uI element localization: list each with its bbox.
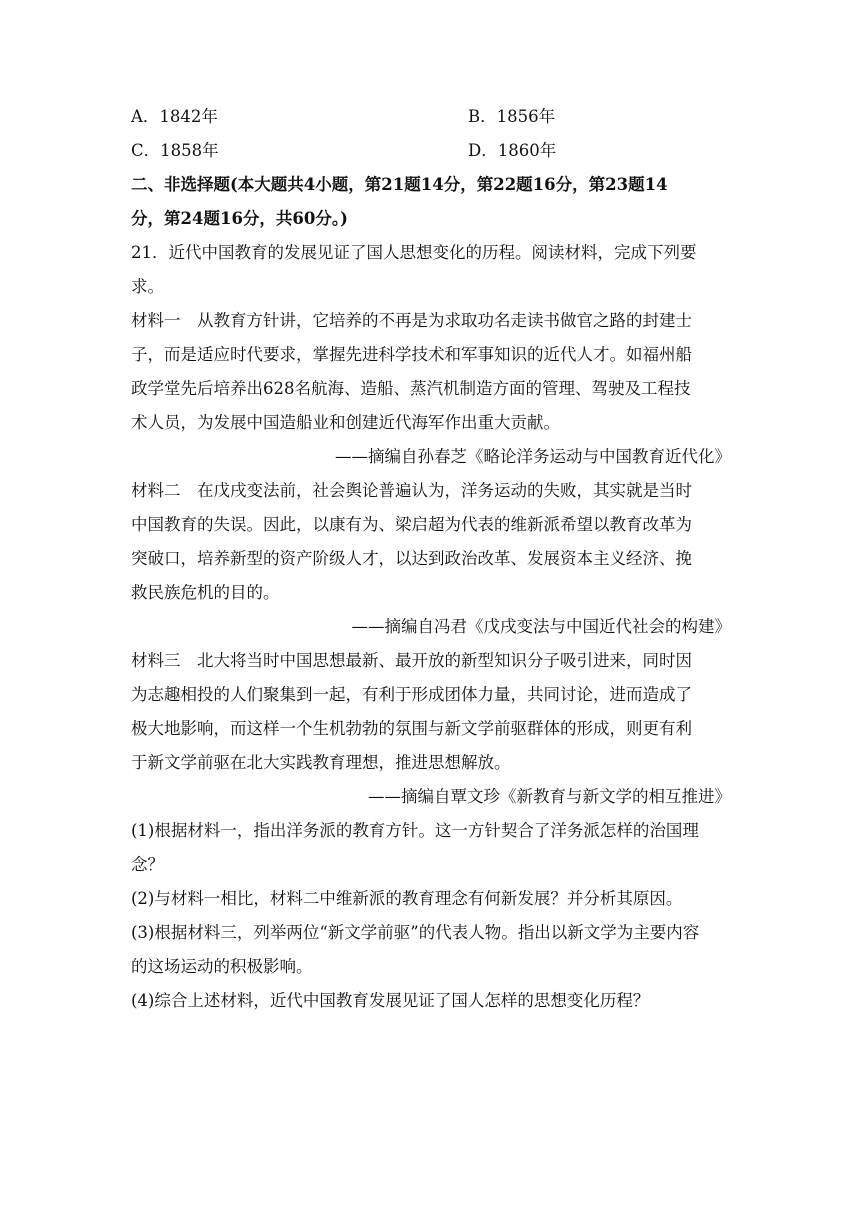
sub-question-1-line-2: 念？ [131, 855, 164, 874]
sub-question-1 [131, 814, 731, 882]
option-b: B．1856年 [468, 107, 556, 126]
material-one-line-2: 子，而是适应时代要求，掌握先进科学技术和军事知识的近代人才。如福州船 [131, 345, 692, 364]
material-two-line-3: 突破口，培养新型的资产阶级人才，以达到政治改革、发展资本主义经济、挽 [131, 549, 692, 568]
sub-question-2-line-1: (2)与材料一相比，材料二中维新派的教育理念有何新发展？并分析其原因。 [131, 889, 683, 908]
material-three-line-1: 材料三 北大将当时中国思想最新、最开放的新型知识分子吸引进来，同时因 [131, 651, 692, 670]
sub-question-3-line-1: (3)根据材料三，列举两位“新文学前驱”的代表人物。指出以新文学为主要内容 [131, 923, 700, 942]
material-one-line-1: 材料一 从教育方针讲，它培养的不再是为求取功名走读书做官之路的封建士 [131, 311, 692, 330]
material-one [131, 304, 731, 474]
options-row-1 [131, 100, 731, 134]
sub-question-3-line-2: 的这场运动的积极影响。 [131, 957, 313, 976]
material-one-source: ——摘编自孙春芝《略论洋务运动与中国教育近代化》 [335, 447, 731, 466]
material-two-line-2: 中国教育的失误。因此，以康有为、梁启超为代表的维新派希望以教育改革为 [131, 515, 692, 534]
material-two-line-1: 材料二 在戊戌变法前，社会舆论普遍认为，洋务运动的失败，其实就是当时 [131, 481, 692, 500]
sub-question-2 [131, 882, 731, 916]
material-three-line-2: 为志趣相投的人们聚集到一起，有利于形成团体力量，共同讨论，进而造成了 [131, 685, 692, 704]
option-c: C．1858年 [131, 141, 219, 160]
sub-question-3 [131, 916, 731, 984]
sub-question-4-line-1: (4)综合上述材料，近代中国教育发展见证了国人怎样的思想变化历程？ [131, 991, 650, 1010]
section-heading-line-2: 分，第24题16分，共60分。) [131, 209, 348, 228]
material-one-line-3: 政学堂先后培养出628名航海、造船、蒸汽机制造方面的管理、驾驶及工程技 [131, 379, 691, 398]
option-a: A．1842年 [131, 107, 218, 126]
option-d: D．1860年 [468, 141, 557, 160]
question-stem-line-1: 21．近代中国教育的发展见证了国人思想变化的历程。阅读材料，完成下列要 [131, 243, 697, 262]
section-heading-line-1: 二、非选择题(本大题共4小题，第21题14分，第22题16分，第23题14 [131, 175, 668, 194]
material-one-line-4: 术人员，为发展中国造船业和创建近代海军作出重大贡献。 [131, 413, 560, 432]
material-three-line-3: 极大地影响，而这样一个生机勃勃的氛围与新文学前驱群体的形成，则更有利 [131, 719, 692, 738]
material-three-source: ——摘编自覃文珍《新教育与新文学的相互推进》 [368, 787, 731, 806]
material-two-source: ——摘编自冯君《戊戌变法与中国近代社会的构建》 [351, 617, 731, 636]
sub-question-4 [131, 984, 731, 1018]
material-three [131, 644, 731, 814]
question-stem-line-2: 求。 [131, 277, 164, 296]
sub-question-1-line-1: (1)根据材料一，指出洋务派的教育方针。这一方针契合了洋务派怎样的治国理 [131, 821, 699, 840]
options-row-2 [131, 134, 731, 168]
exam-page [131, 100, 731, 1018]
material-three-line-4: 于新文学前驱在北大实践教育理想，推进思想解放。 [131, 753, 511, 772]
material-two-line-4: 救民族危机的目的。 [131, 583, 280, 602]
material-two [131, 474, 731, 644]
